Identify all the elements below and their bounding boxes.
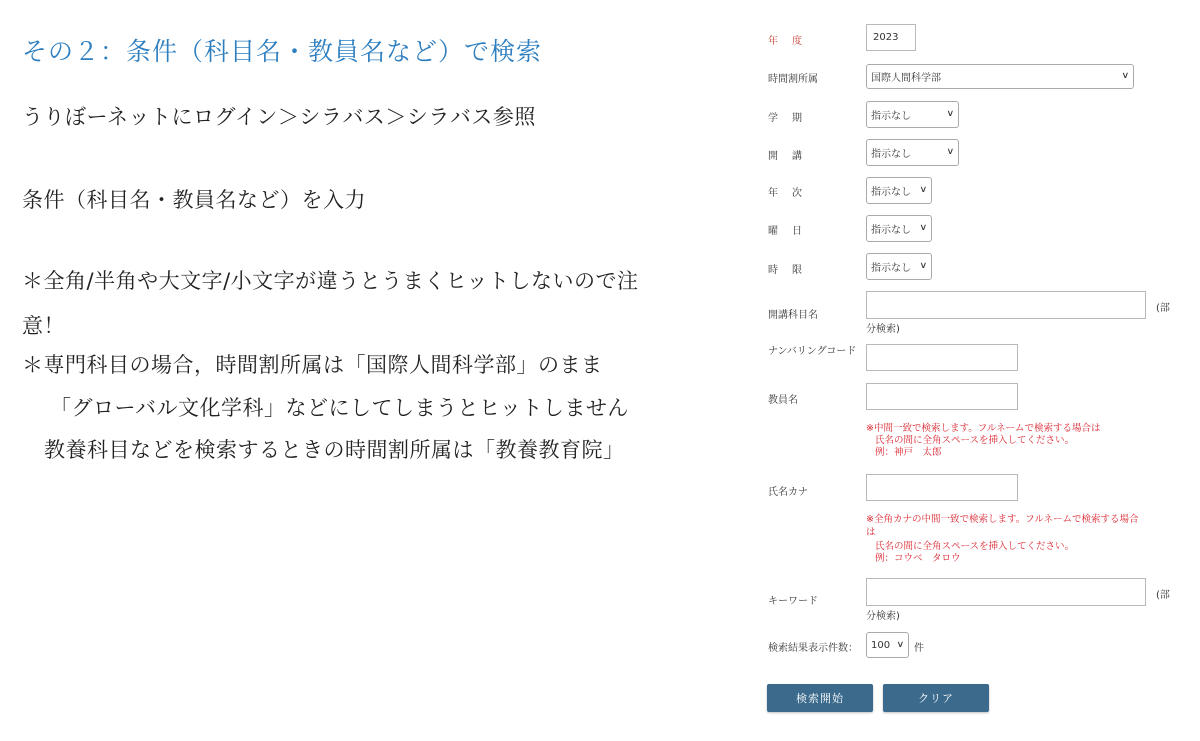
teacher-note-line2: 氏名の間に全角スペースを挿入してください。: [875, 435, 1075, 446]
term-select[interactable]: [866, 101, 959, 128]
name-kana-input[interactable]: [866, 474, 1018, 501]
period-select[interactable]: [866, 253, 932, 280]
subject-name-label: 開講科目名: [768, 310, 818, 321]
day-label: 曜日: [768, 226, 816, 237]
timetable-department-value: 国際人間科学部: [871, 73, 941, 84]
result-count-select[interactable]: [866, 632, 909, 658]
subject-partial-hint-a: (部: [1156, 303, 1170, 314]
term-value: 指示なし: [871, 111, 911, 122]
caution-width-case-line2: 意！: [22, 314, 65, 338]
search-button[interactable]: 検索開始: [767, 684, 873, 712]
teacher-name-label: 教員名: [768, 395, 798, 406]
chevron-down-icon: ∨: [919, 185, 928, 195]
year-label: 年度: [768, 36, 816, 47]
clear-button[interactable]: クリア: [883, 684, 989, 712]
chevron-down-icon: ∨: [919, 261, 928, 271]
navigation-path-text: うりぼーネットにログイン＞シラバス＞シラバス参照: [22, 105, 536, 129]
subject-partial-hint-b: 分検索): [866, 324, 900, 335]
grade-value: 指示なし: [871, 187, 911, 198]
keyword-input[interactable]: [866, 578, 1146, 606]
specialized-course-note-line2: 「グローバル文化学科」などにしてしまうとヒットしません: [50, 396, 629, 420]
page-title: その２：条件（科目名・教員名など）で検索: [22, 37, 543, 66]
result-count-unit: 件: [914, 643, 924, 654]
teacher-note-example: 例：神戸 太郎: [875, 447, 942, 458]
offering-label: 開講: [768, 151, 816, 162]
name-kana-label: 氏名カナ: [768, 487, 808, 498]
kana-note-line1: ※全角カナの中間一致で検索します。フルネームで検索する場合: [866, 514, 1139, 525]
chevron-down-icon: ∨: [919, 223, 928, 233]
result-count-value: 100: [871, 639, 891, 651]
day-value: 指示なし: [871, 225, 911, 236]
chevron-down-icon: ∨: [946, 109, 955, 119]
chevron-down-icon: ∨: [946, 147, 955, 157]
result-count-label: 検索結果表示件数：: [768, 643, 858, 654]
teacher-note-line1: ※中間一致で検索します。フルネームで検索する場合は: [866, 423, 1101, 434]
subject-name-input[interactable]: [866, 291, 1146, 319]
year-input[interactable]: 2023: [866, 24, 916, 51]
numbering-code-input[interactable]: [866, 344, 1018, 371]
liberal-arts-note: 教養科目などを検索するときの時間割所属は「教養教育院」: [44, 438, 625, 462]
keyword-partial-hint-b: 分検索): [866, 611, 900, 622]
grade-label: 年次: [768, 188, 816, 199]
keyword-partial-hint-a: (部: [1156, 590, 1170, 601]
timetable-department-select[interactable]: [866, 64, 1134, 89]
chevron-down-icon: ∨: [1121, 71, 1130, 81]
kana-note-line1b: は: [866, 527, 876, 538]
grade-select[interactable]: [866, 177, 932, 204]
period-value: 指示なし: [871, 263, 911, 274]
caution-width-case-line1: ＊全角/半角や大文字/小文字が違うとうまくヒットしないので注: [22, 269, 639, 293]
teacher-name-input[interactable]: [866, 383, 1018, 410]
offering-value: 指示なし: [871, 149, 911, 160]
numbering-code-label: ナンバリングコード: [768, 346, 857, 357]
specialized-course-note-line1: ＊専門科目の場合，時間割所属は「国際人間科学部」のまま: [22, 353, 603, 377]
timetable-department-label: 時間割所属: [768, 74, 818, 85]
kana-note-line2: 氏名の間に全角スペースを挿入してください。: [875, 541, 1075, 552]
day-select[interactable]: [866, 215, 932, 242]
offering-select[interactable]: [866, 139, 959, 166]
input-conditions-text: 条件（科目名・教員名など）を入力: [22, 188, 366, 212]
chevron-down-icon: ∨: [896, 639, 905, 650]
keyword-label: キーワード: [768, 596, 818, 607]
period-label: 時限: [768, 265, 816, 276]
term-label: 学期: [768, 113, 816, 124]
kana-note-example: 例：コウベ タロウ: [875, 553, 961, 564]
